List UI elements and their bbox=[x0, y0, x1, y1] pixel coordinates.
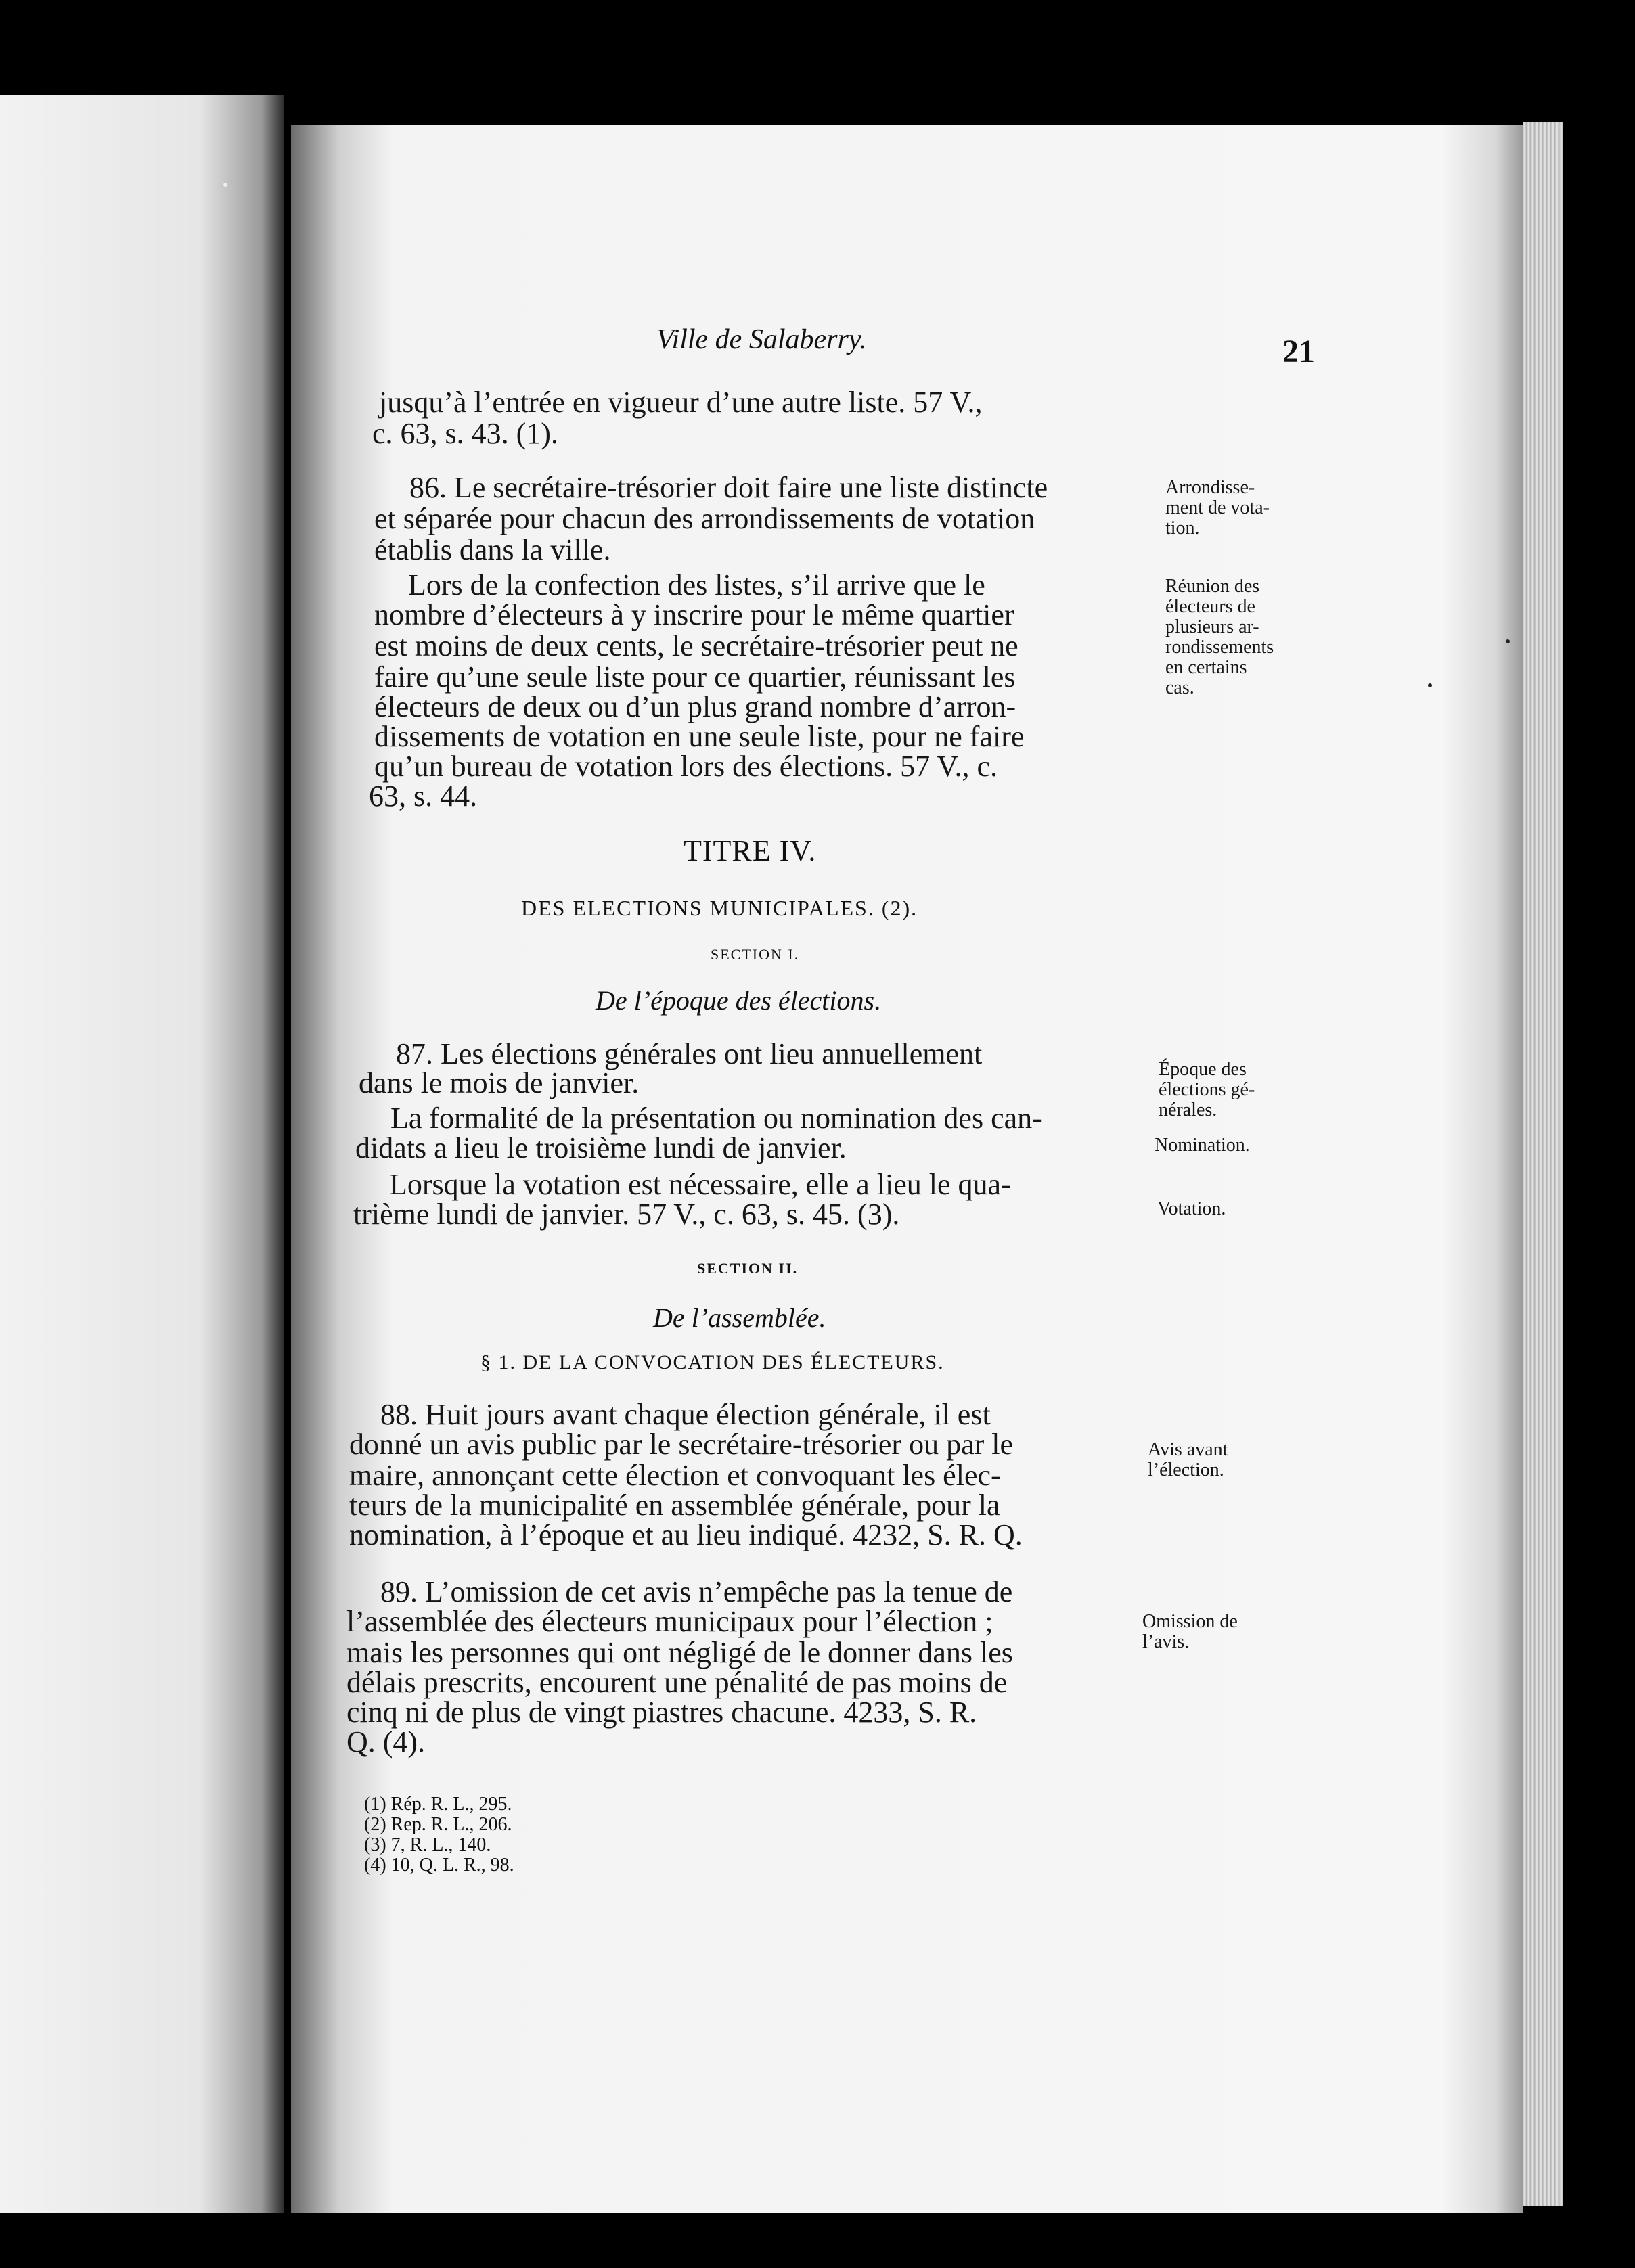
article-88-line: teurs de la municipalité en assemblée générale, pour la bbox=[349, 1489, 1000, 1522]
title-subheading: DES ELECTIONS MUNICIPALES. (2). bbox=[521, 896, 918, 920]
article-86-line: nombre d’électeurs à y inscrire pour le même quartier bbox=[374, 598, 1014, 631]
article-86-line: dissements de votation en une seule liste, pour ne faire bbox=[374, 720, 1025, 753]
page-edges bbox=[1523, 122, 1563, 2206]
scan-speck bbox=[1428, 683, 1432, 687]
article-89-line: cinq ni de plus de vingt piastres chacune. 4233, S. R. bbox=[346, 1696, 977, 1729]
article-87-line: trième lundi de janvier. 57 V., c. 63, s. 45. (3). bbox=[353, 1198, 900, 1231]
article-87-line: La formalité de la présentation ou nomination des can- bbox=[390, 1102, 1042, 1135]
margin-note: Arrondisse- ment de vota- tion. bbox=[1165, 477, 1270, 539]
margin-note: Avis avant l’élection. bbox=[1148, 1439, 1228, 1480]
page-number: 21 bbox=[1282, 334, 1315, 369]
article-86-line: est moins de deux cents, le secrétaire-trésorier peut ne bbox=[374, 629, 1018, 662]
article-86-line: et séparée pour chacun des arrondissements de votation bbox=[374, 502, 1035, 535]
facing-page bbox=[0, 95, 284, 2213]
margin-note: Époque des élections gé- nérales. bbox=[1159, 1059, 1255, 1120]
article-86-line: établis dans la ville. bbox=[374, 533, 611, 566]
title-heading: TITRE IV. bbox=[684, 834, 817, 867]
scan-speck bbox=[223, 183, 227, 187]
running-head: Ville de Salaberry. bbox=[656, 324, 867, 355]
section-title: De l’assemblée. bbox=[653, 1302, 826, 1333]
article-86-line: électeurs de deux ou d’un plus grand nombre d’arron- bbox=[374, 690, 1016, 723]
article-86-line: qu’un bureau de votation lors des élections. 57 V., c. bbox=[374, 750, 998, 783]
article-87-line: dans le mois de janvier. bbox=[359, 1066, 640, 1099]
article-86-line: Lors de la confection des listes, s’il arrive que le bbox=[408, 568, 985, 602]
article-86-line: faire qu’une seule liste pour ce quartier, réunissant les bbox=[374, 660, 1016, 694]
section-title: De l’époque des élections. bbox=[596, 985, 882, 1016]
footnote: (1) Rép. R. L., 295. bbox=[364, 1794, 512, 1815]
article-87-line: 87. Les élections générales ont lieu annuellement bbox=[396, 1037, 983, 1070]
article-89-line: délais prescrits, encourent une pénalité de pas moins de bbox=[346, 1666, 1008, 1699]
article-89-line: 89. L’omission de cet avis n’empêche pas la tenue de bbox=[380, 1575, 1013, 1608]
article-89-line: mais les personnes qui ont négligé de le donner dans les bbox=[346, 1636, 1013, 1669]
margin-note: Omission de l’avis. bbox=[1142, 1611, 1238, 1652]
footnote: (2) Rep. R. L., 206. bbox=[364, 1814, 512, 1835]
scan-speck bbox=[1506, 639, 1510, 643]
subsection-heading: § 1. DE LA CONVOCATION DES ÉLECTEURS. bbox=[480, 1351, 945, 1374]
footnotes bbox=[364, 1794, 514, 1876]
article-89-line: Q. (4). bbox=[346, 1725, 426, 1759]
article-87-line: Lorsque la votation est nécessaire, elle a lieu le qua- bbox=[389, 1168, 1011, 1201]
article-86-line: 86. Le secrétaire-trésorier doit faire une liste distincte bbox=[409, 471, 1048, 504]
article-88-line: nomination, à l’époque et au lieu indiqué. 4232, S. R. Q. bbox=[349, 1518, 1023, 1551]
footnote: (4) 10, Q. L. R., 98. bbox=[364, 1855, 514, 1876]
footnote: (3) 7, R. L., 140. bbox=[364, 1834, 491, 1855]
article-86-line: 63, s. 44. bbox=[369, 779, 478, 813]
section-label: SECTION II. bbox=[697, 1260, 799, 1277]
margin-note: Nomination. bbox=[1155, 1135, 1250, 1156]
article-87-line: didats a lieu le troisième lundi de janvier. bbox=[355, 1131, 847, 1164]
margin-note: Réunion des électeurs de plusieurs ar- rondissements en certains cas. bbox=[1165, 576, 1274, 698]
margin-note: Votation. bbox=[1157, 1198, 1226, 1219]
section-label: SECTION I. bbox=[711, 946, 800, 963]
article-88-line: 88. Huit jours avant chaque élection générale, il est bbox=[380, 1398, 991, 1431]
article-88-line: donné un avis public par le secrétaire-trésorier ou par le bbox=[349, 1428, 1014, 1461]
article-89-line: l’assemblée des électeurs municipaux pour l’élection ; bbox=[346, 1605, 993, 1638]
body-line: c. 63, s. 43. (1). bbox=[372, 417, 558, 450]
article-88-line: maire, annonçant cette élection et convoquant les élec- bbox=[349, 1459, 1001, 1492]
body-line: jusqu’à l’entrée en vigueur d’une autre liste. 57 V., bbox=[379, 386, 983, 419]
